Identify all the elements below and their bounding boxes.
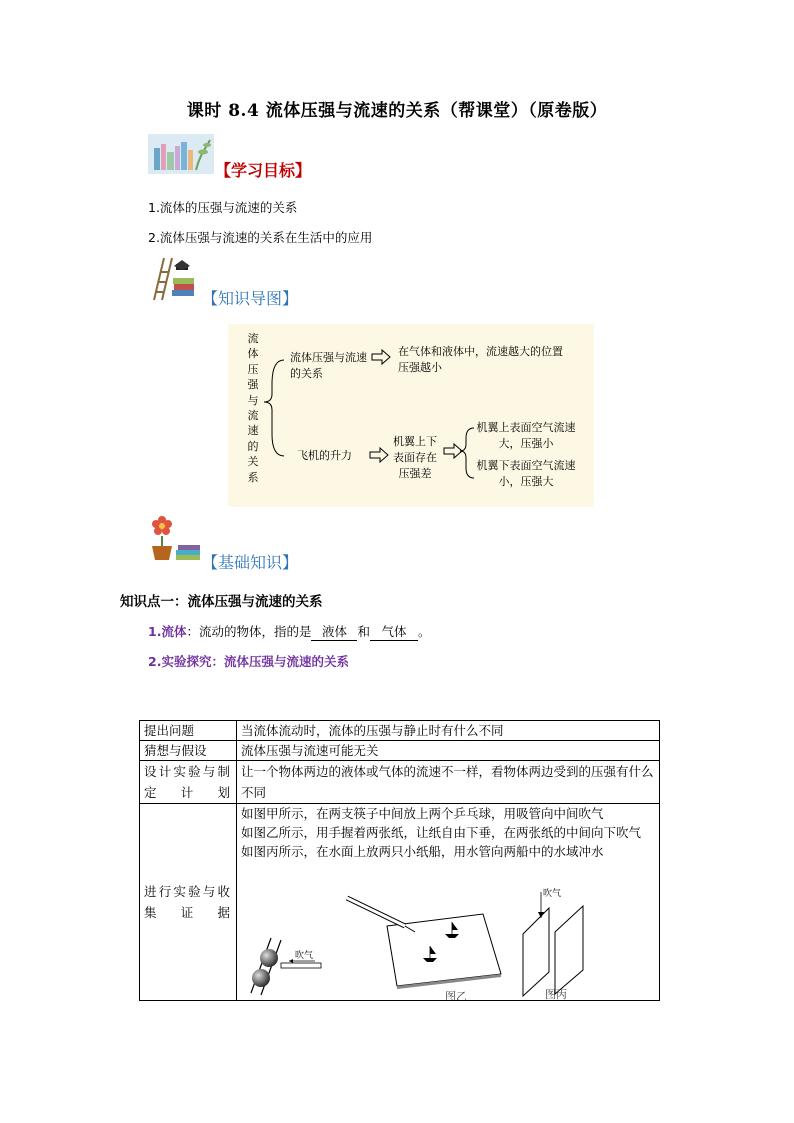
map-branch2-mid: 机翼上下表面存在压强差 [393,435,437,480]
flower-books-icon [148,516,202,562]
figure-b-boats [347,898,501,1000]
experiment-figures [237,888,659,1000]
figure-b-caption: 图乙 [445,990,467,1000]
ladder-books-icon [148,256,196,302]
blow-label-c: 吹气 [543,889,562,899]
goal-item-2: 2.流体压强与流速的关系在生活中的应用 [148,230,373,245]
fluid-label: 1.流体 [148,624,187,639]
map-branch2-bottom: 机翼下表面空气流速小，压强大 [476,459,576,488]
row-label: 进行实验与收集证据 [144,884,230,920]
basic-heading: 【基础知识】 [202,553,299,572]
books-decoration-icon [148,134,214,174]
goals-heading: 【学习目标】 [215,161,312,180]
blow-label-a: 吹气 [295,951,314,961]
table-row [140,804,660,1001]
step-c: 如图丙所示，在水面上放两只小纸船，用水管向两船中的水域冲水 [241,844,604,859]
table-row [140,761,660,804]
row-label: 猜想与假设 [140,741,237,761]
map-branch2-top: 机翼上表面空气流速大，压强小 [476,421,576,450]
map-root-vertical: 流 体 压 强 与 流 速 的 关 系 [247,332,259,484]
map-heading: 【知识导图】 [202,289,299,308]
step-b: 如图乙所示，用手握着两张纸，让纸自由下垂，在两张纸的中间向下吹气 [241,825,642,840]
experiment-heading: 2.实验探究：流体压强与流速的关系 [148,654,349,669]
blank-liquid: 液体 [311,622,357,641]
goal-item-1: 1.流体的压强与流速的关系 [148,200,298,215]
blank-gas: 气体 [370,622,418,641]
page-title: 课时 8.4 流体压强与流速的关系（帮课堂）（原卷版） [186,101,608,121]
figure-a-balls [251,938,321,995]
map-branch2-label: 飞机的升力 [297,449,352,462]
figure-c-papers [523,888,583,1000]
row-label: 设计实验与制定计划 [144,764,230,800]
table-row [140,721,660,741]
knowledge-point-title: 知识点一：流体压强与流速的关系 [120,594,323,610]
figure-c-caption: 图丙 [545,988,567,1000]
fluid-definition: 1.流体：流动的物体，指的是 液体 和 气体 。 [148,624,431,639]
map-branch1-label: 流体压强与流速的关系 [290,351,367,380]
table-row [140,741,660,761]
row-label: 提出问题 [140,721,237,741]
step-a: 如图甲所示，在两支筷子中间放上两个乒乓球，用吸管向中间吹气 [241,806,604,821]
row-content: 当流体流动时，流体的压强与静止时有什么不同 [237,721,660,741]
row-content: 流体压强与流速可能无关 [237,741,660,761]
experiment-table [139,720,660,1001]
map-branch1-result: 在气体和液体中，流速越大的位置压强越小 [398,345,563,374]
row-content: 让一个物体两边的液体或气体的流速不一样，看物体两边受到的压强有什么不同 [237,761,660,804]
